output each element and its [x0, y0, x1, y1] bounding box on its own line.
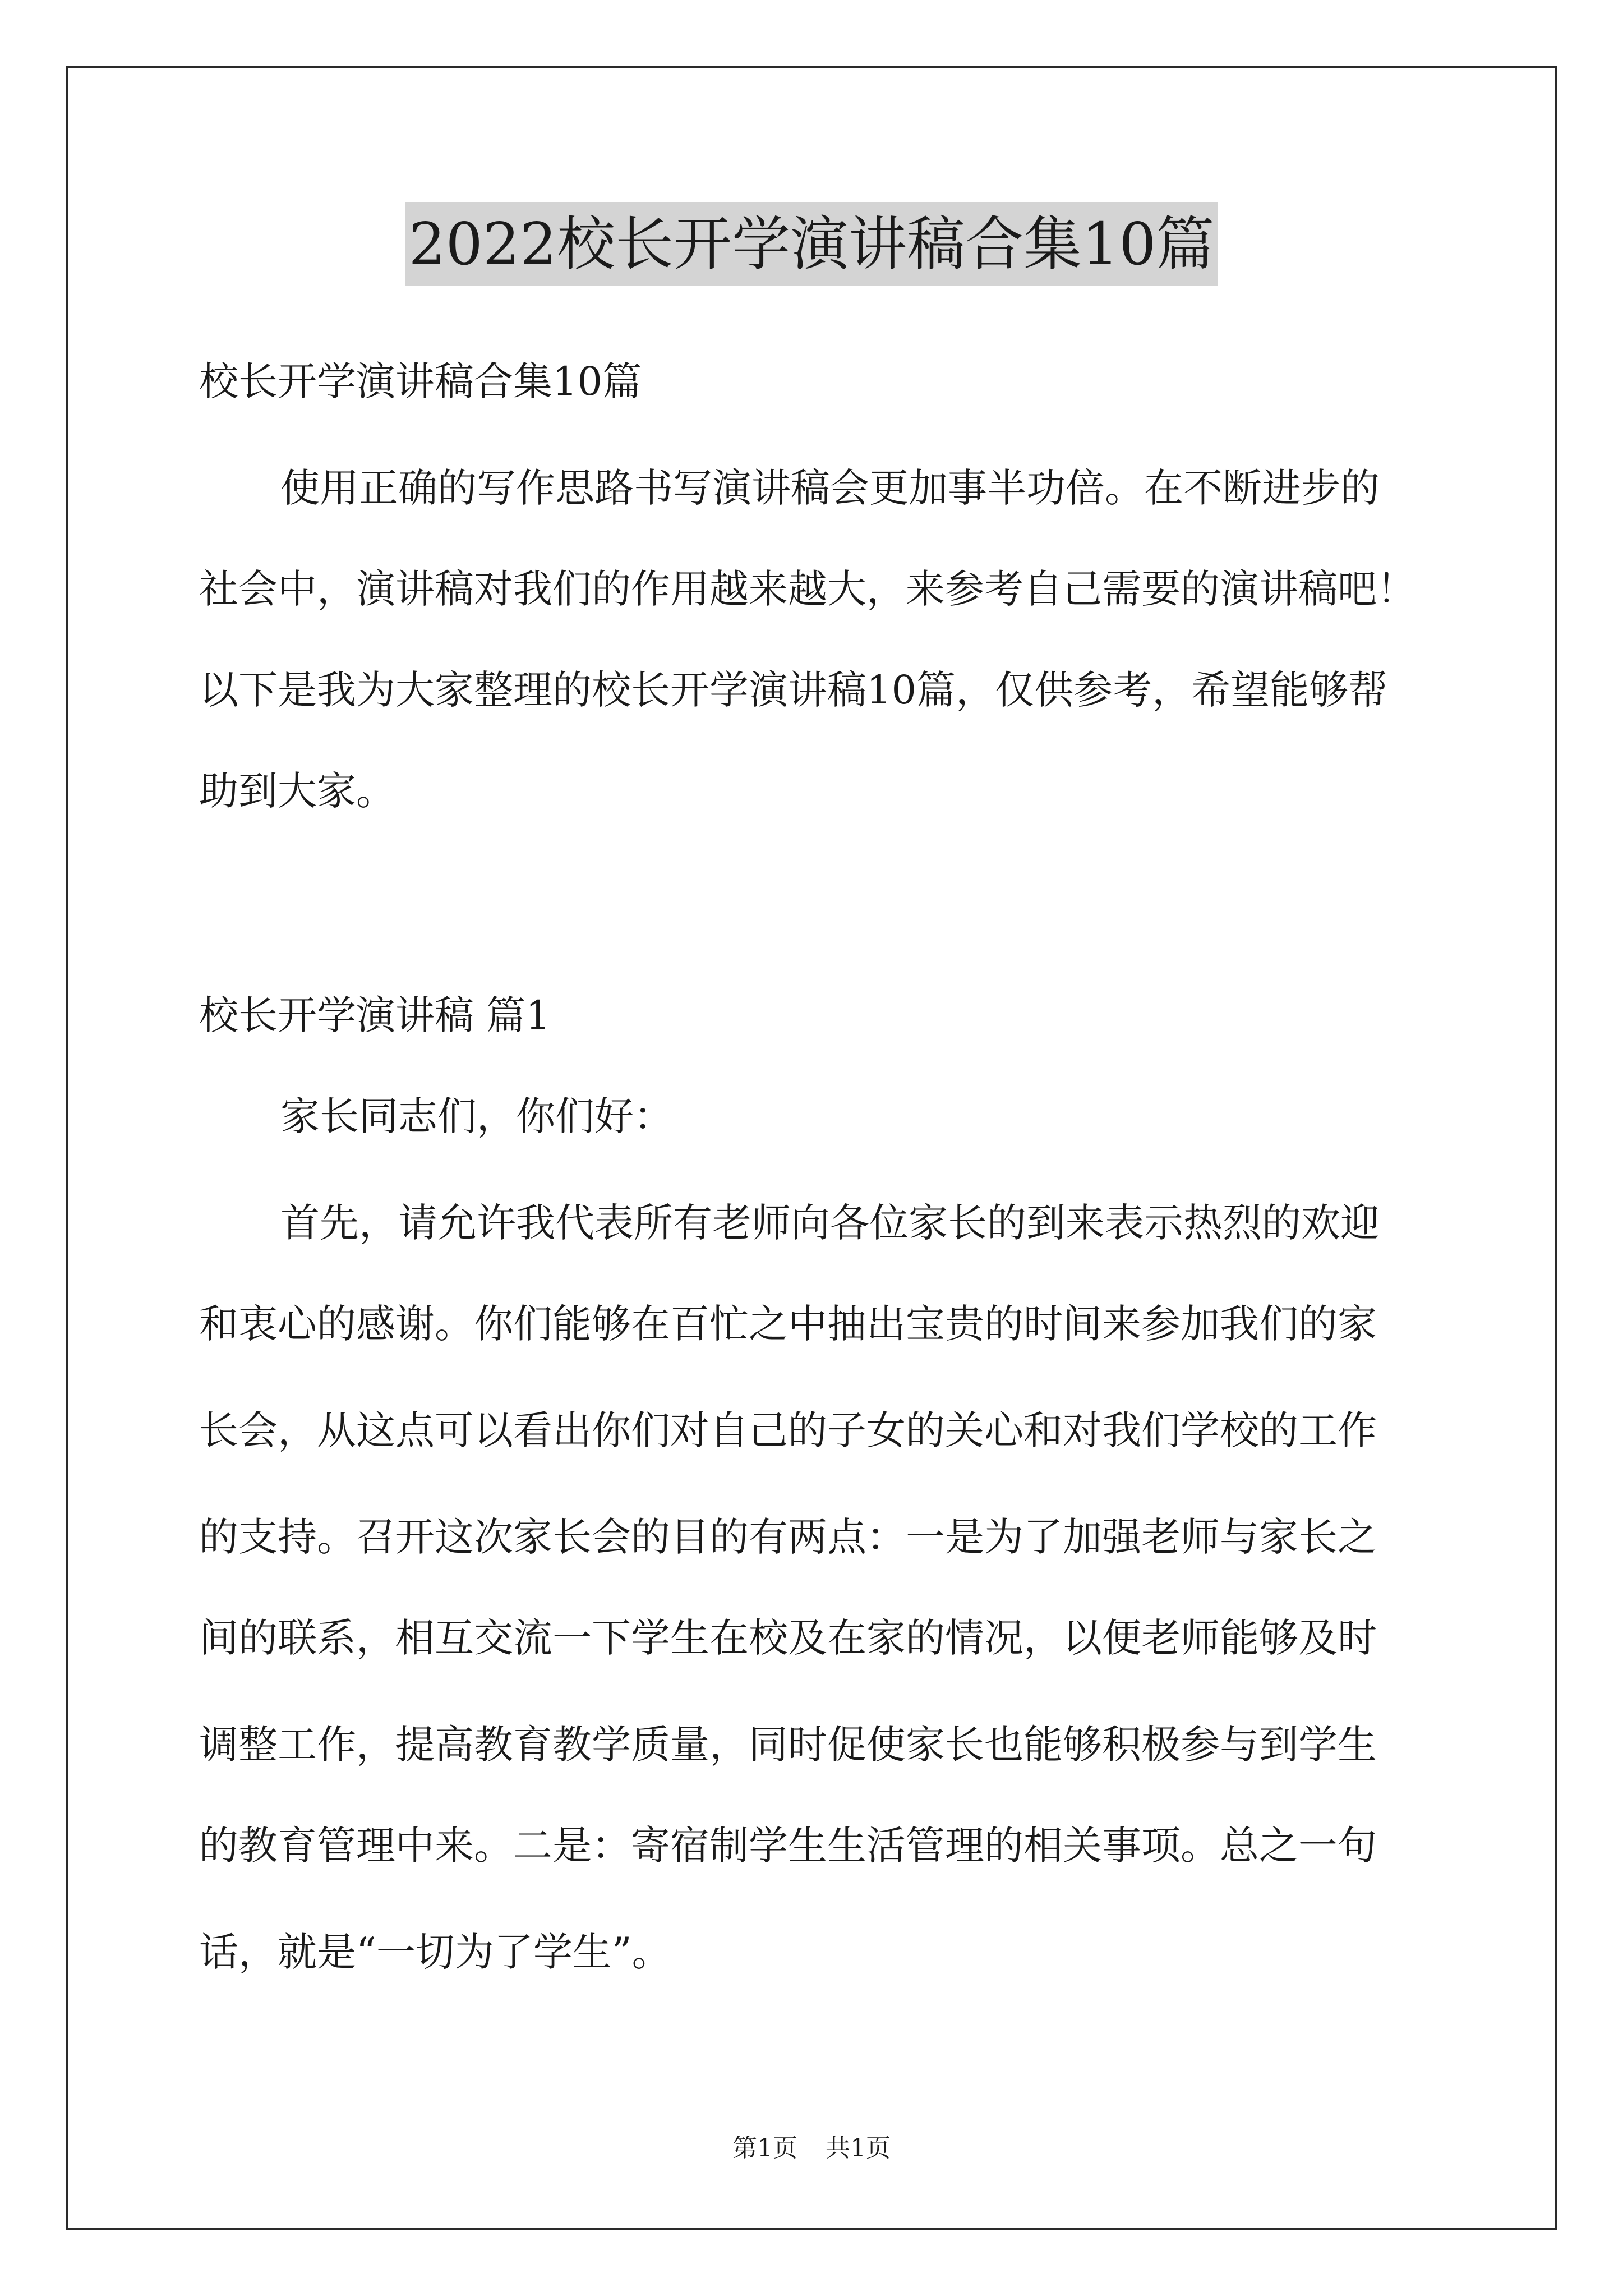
page-total: 共1页 — [826, 2134, 891, 2162]
title-container — [0, 202, 1623, 286]
body-line-5: 间的联系，相互交流一下学生在校及在家的情况，以便老师能够及时 — [199, 1615, 1377, 1661]
document-title: 2022校长开学演讲稿合集10篇 — [405, 202, 1218, 286]
intro-line-1: 使用正确的写作思路书写演讲稿会更加事半功倍。在不断进步的 — [280, 465, 1380, 511]
page-number: 第1页 — [732, 2134, 797, 2162]
body-line-2: 和衷心的感谢。你们能够在百忙之中抽出宝贵的时间来参加我们的家 — [199, 1301, 1377, 1347]
section-heading: 校长开学演讲稿 篇1 — [199, 992, 551, 1038]
body-line-8: 话，就是“一切为了学生”。 — [199, 1929, 671, 1975]
body-line-6: 调整工作，提高教育教学质量，同时促使家长也能够积极参与到学生 — [199, 1722, 1377, 1768]
body-line-3: 长会，从这点可以看出你们对自己的子女的关心和对我们学校的工作 — [199, 1407, 1377, 1453]
body-line-1: 首先，请允许我代表所有老师向各位家长的到来表示热烈的欢迎 — [280, 1200, 1380, 1246]
page-footer — [0, 2132, 1623, 2165]
body-line-4: 的支持。召开这次家长会的目的有两点：一是为了加强老师与家长之 — [199, 1514, 1377, 1560]
document-subtitle: 校长开学演讲稿合集10篇 — [199, 358, 642, 404]
intro-line-3: 以下是我为大家整理的校长开学演讲稿10篇，仅供参考，希望能够帮 — [199, 667, 1388, 713]
greeting: 家长同志们，你们好： — [280, 1093, 673, 1139]
intro-line-2: 社会中，演讲稿对我们的作用越来越大，来参考自己需要的演讲稿吧！ — [199, 566, 1416, 612]
intro-line-4: 助到大家。 — [199, 768, 395, 814]
body-line-7: 的教育管理中来。二是：寄宿制学生生活管理的相关事项。总之一句 — [199, 1823, 1377, 1869]
